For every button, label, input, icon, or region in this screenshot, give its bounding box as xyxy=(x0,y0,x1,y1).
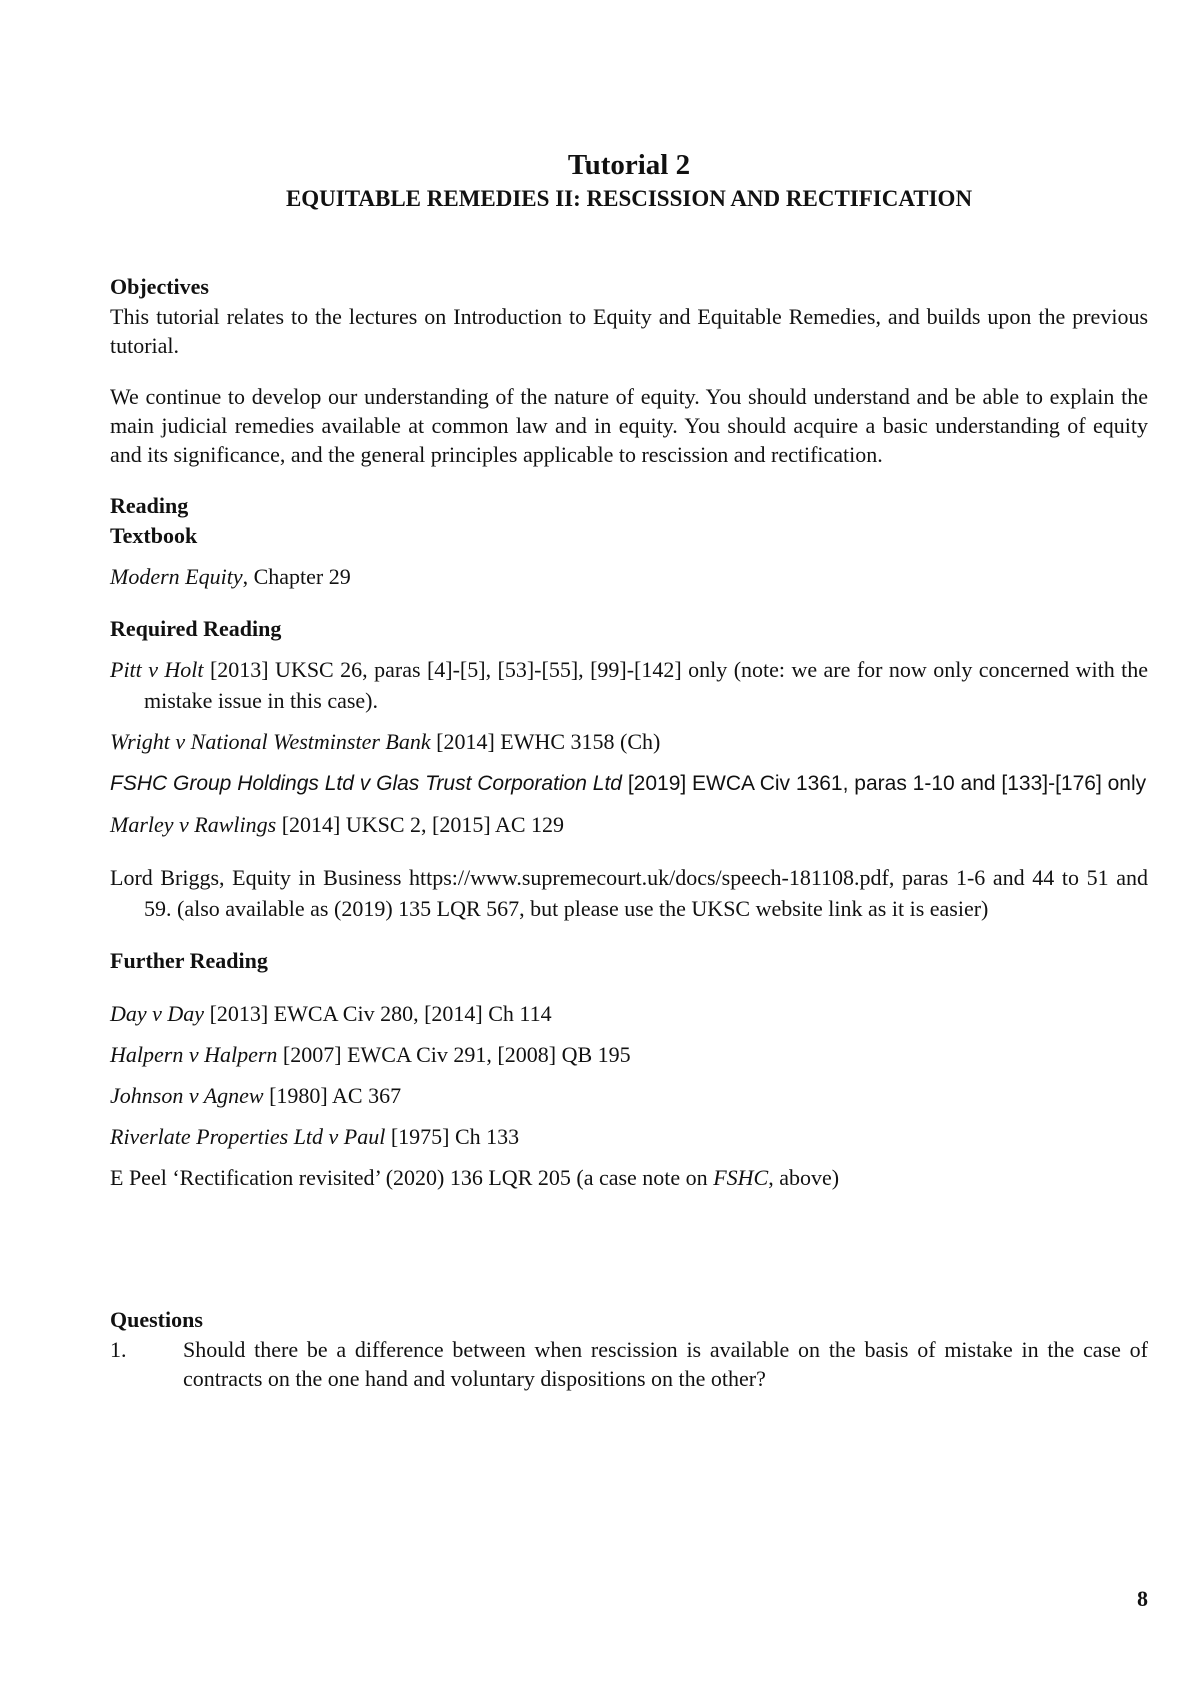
case-name: Day v Day xyxy=(110,1001,205,1026)
further-reading-item xyxy=(110,1162,1148,1193)
questions-heading: Questions xyxy=(110,1307,203,1332)
required-reading-item xyxy=(110,809,1148,840)
case-name: Pitt v Holt xyxy=(110,657,204,682)
article-citation-end: , above) xyxy=(768,1165,840,1190)
question-item xyxy=(110,1335,1148,1393)
page-title: Tutorial 2 xyxy=(567,149,691,181)
case-name: Riverlate Properties Ltd v Paul xyxy=(110,1124,386,1149)
required-reading-item xyxy=(110,654,1148,716)
case-name: FSHC Group Holdings Ltd v Glas Trust Corporation Ltd xyxy=(110,772,622,795)
case-name: Marley v Rawlings xyxy=(110,812,277,837)
reading-heading: Reading xyxy=(110,493,189,518)
further-reading-item xyxy=(110,998,1148,1029)
citation: [2013] UKSC 26, paras [4]-[5], [53]-[55], [99]-[142] only (note: we are for now only concerned with the mistake issue in this case). xyxy=(144,657,1149,713)
article-case-reference: FSHC xyxy=(713,1165,769,1190)
required-reading-item xyxy=(110,767,1148,799)
citation: [2014] EWHC 3158 (Ch) xyxy=(430,729,661,754)
case-name: Johnson v Agnew xyxy=(110,1083,264,1108)
further-reading-item xyxy=(110,1080,1148,1111)
required-reading-item xyxy=(110,862,1148,924)
citation: Lord Briggs, Equity in Business https://www.supremecourt.uk/docs/speech-181108.pdf, paras 1-6 and 44 to 51 and 59. (also available as (2019) 135 LQR 567, but please use the UKSC website link as it is easier) xyxy=(110,865,1148,921)
citation: [2019] EWCA Civ 1361, paras 1-10 and [133]-[176] only xyxy=(622,772,1147,795)
textbook-chapter: , Chapter 29 xyxy=(242,564,351,589)
page-content xyxy=(110,148,1148,1393)
citation: [1975] Ch 133 xyxy=(385,1124,520,1149)
objectives-paragraph-1: This tutorial relates to the lectures on Introduction to Equity and Equitable Remedies, and builds upon the previous tutorial. xyxy=(110,304,1148,358)
citation: [2007] EWCA Civ 291, [2008] QB 195 xyxy=(277,1042,631,1067)
objectives-heading: Objectives xyxy=(110,274,209,299)
textbook-heading: Textbook xyxy=(110,523,198,548)
citation: [2014] UKSC 2, [2015] AC 129 xyxy=(276,812,565,837)
case-name: Wright v National Westminster Bank xyxy=(110,729,431,754)
question-text: Should there be a difference between when rescission is available on the basis of mistake in the case of contracts on the one hand and voluntary dispositions on the other? xyxy=(183,1337,1148,1391)
question-number: 1. xyxy=(110,1337,127,1362)
page-number: 8 xyxy=(1137,1586,1148,1611)
page-subtitle: EQUITABLE REMEDIES II: RESCISSION AND RECTIFICATION xyxy=(285,186,973,211)
article-citation-start: E Peel ‘Rectification revisited’ (2020) 136 LQR 205 (a case note on xyxy=(110,1165,714,1190)
required-reading-heading: Required Reading xyxy=(110,616,282,641)
further-reading-item xyxy=(110,1121,1148,1152)
textbook-reference xyxy=(110,561,1148,592)
citation: [2013] EWCA Civ 280, [2014] Ch 114 xyxy=(204,1001,552,1026)
textbook-title: Modern Equity xyxy=(110,564,243,589)
case-name: Halpern v Halpern xyxy=(110,1042,278,1067)
required-reading-item xyxy=(110,726,1148,757)
objectives-paragraph-2: We continue to develop our understanding of the nature of equity. You should understand and be able to explain the main judicial remedies available at common law and in equity. You should acquire a basic understanding of equity and its significance, and the general principles applicable to rescission and rectification. xyxy=(110,384,1148,467)
further-reading-item xyxy=(110,1039,1148,1070)
citation: [1980] AC 367 xyxy=(263,1083,402,1108)
further-reading-heading: Further Reading xyxy=(110,948,268,973)
